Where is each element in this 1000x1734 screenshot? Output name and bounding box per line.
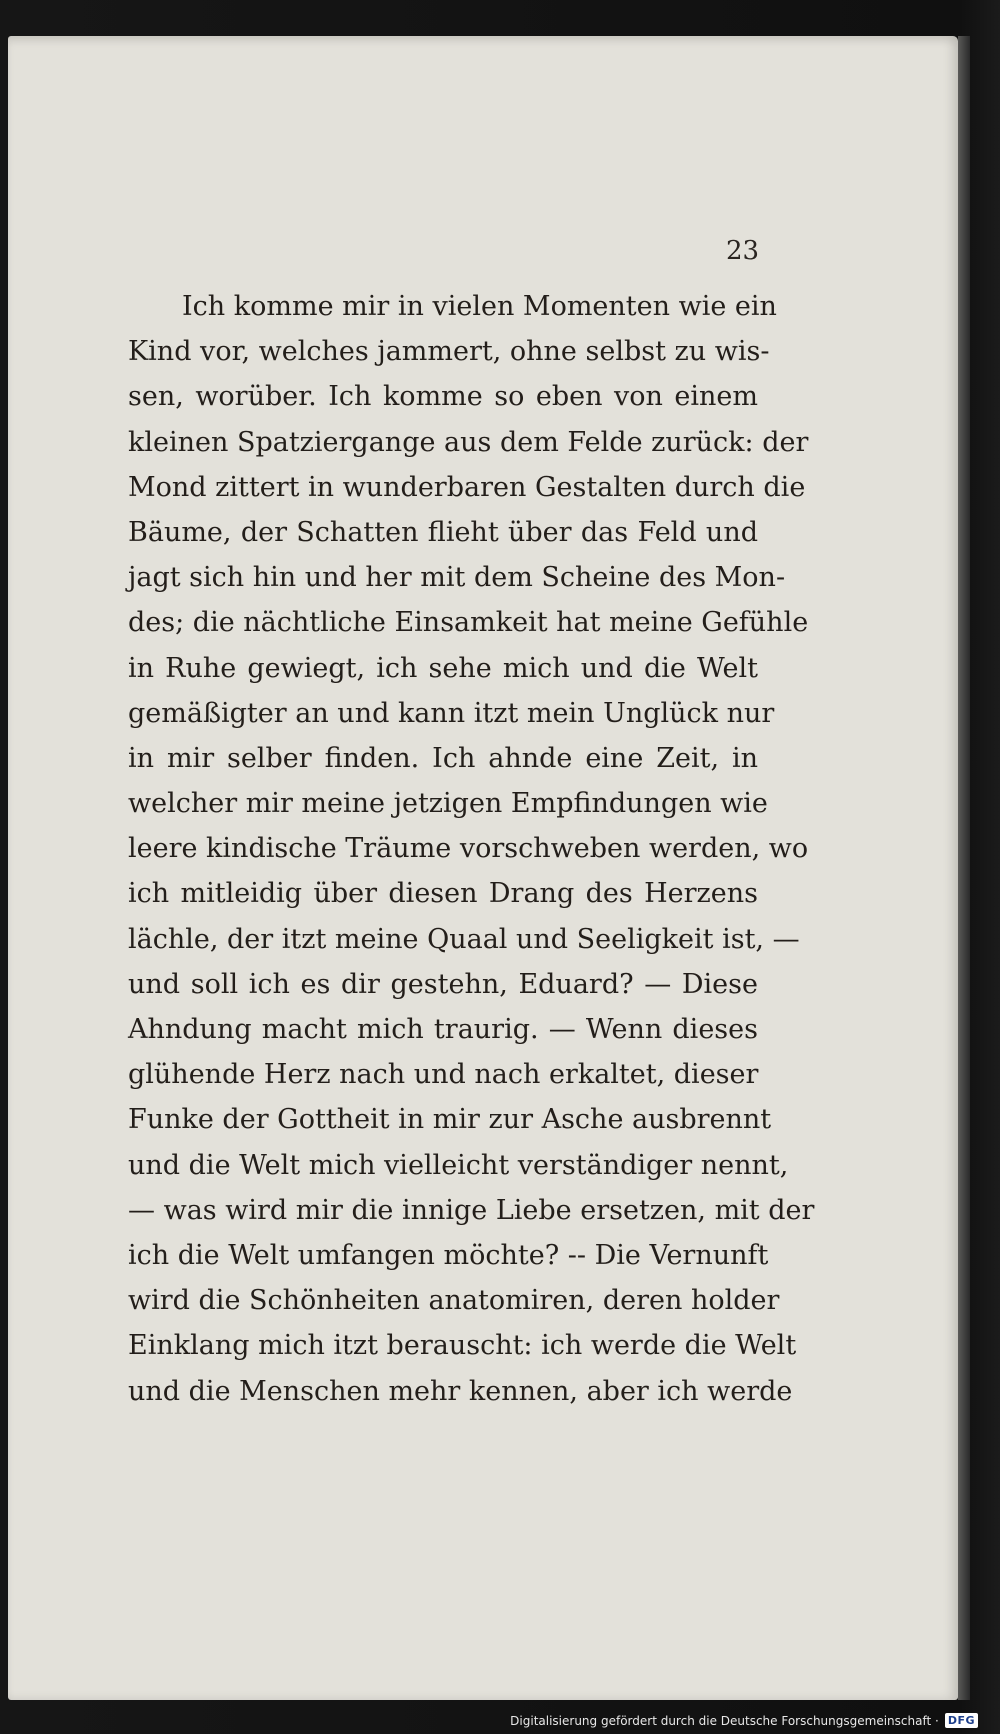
text-line: gemäßigter an und kann itzt mein Unglück nur: [128, 697, 775, 729]
text-line: — was wird mir die innige Liebe ersetzen, mit der: [128, 1194, 815, 1226]
text-line: leere kindische Träume vorschweben werden, wo: [128, 833, 809, 865]
body-text: [128, 284, 815, 1414]
text-line: Ich komme mir in vielen Momenten wie ein: [182, 291, 777, 322]
book-page: [8, 36, 958, 1700]
text-line: des; die nächtliche Einsamkeit hat meine Gefühle: [128, 607, 809, 639]
text-line: Ahndung macht mich traurig. — Wenn dieses: [128, 1014, 758, 1045]
digitization-credit: [510, 1713, 978, 1728]
text-line: ich die Welt umfangen möchte? -- Die Vernunft: [128, 1239, 769, 1271]
text-line: ich mitleidig über diesen Drang des Herzens: [128, 878, 758, 910]
text-line: jagt sich hin und her mit dem Scheine des Mon-: [128, 562, 786, 594]
text-line: und die Menschen mehr kennen, aber ich werde: [128, 1375, 793, 1407]
text-line: Funke der Gottheit in mir zur Asche ausbrennt: [128, 1104, 772, 1136]
text-line: in mir selber finden. Ich ahnde eine Zeit, in: [128, 742, 758, 774]
text-line: welcher mir meine jetzigen Empfindungen wie: [128, 788, 768, 820]
dfg-logo-icon: DFG: [945, 1713, 978, 1728]
text-line: Einklang mich itzt berauscht: ich werde die Welt: [128, 1330, 797, 1362]
text-line: glühende Herz nach und nach erkaltet, dieser: [128, 1059, 759, 1091]
text-line: und die Welt mich vielleicht verständiger nennt,: [128, 1149, 789, 1181]
text-line: in Ruhe gewiegt, ich sehe mich und die Welt: [128, 652, 758, 684]
page-number: 23: [726, 236, 760, 266]
text-line: sen, worüber. Ich komme so eben von einem: [128, 381, 758, 413]
text-line: Kind vor, welches jammert, ohne selbst zu wis-: [128, 336, 770, 368]
text-line: kleinen Spatziergange aus dem Felde zurück: der: [128, 426, 809, 458]
credit-text: Digitalisierung gefördert durch die Deutsche Forschungsgemeinschaft ·: [510, 1713, 939, 1728]
text-line: Bäume, der Schatten flieht über das Feld und: [128, 516, 758, 548]
text-line: und soll ich es dir gestehn, Eduard? — Diese: [128, 968, 758, 1000]
text-line: wird die Schönheiten anatomiren, deren holder: [128, 1285, 780, 1317]
text-line: lächle, der itzt meine Quaal und Seeligkeit ist, —: [128, 923, 800, 955]
text-line: Mond zittert in wunderbaren Gestalten durch die: [128, 471, 806, 503]
book-spine-edge: [958, 36, 970, 1700]
